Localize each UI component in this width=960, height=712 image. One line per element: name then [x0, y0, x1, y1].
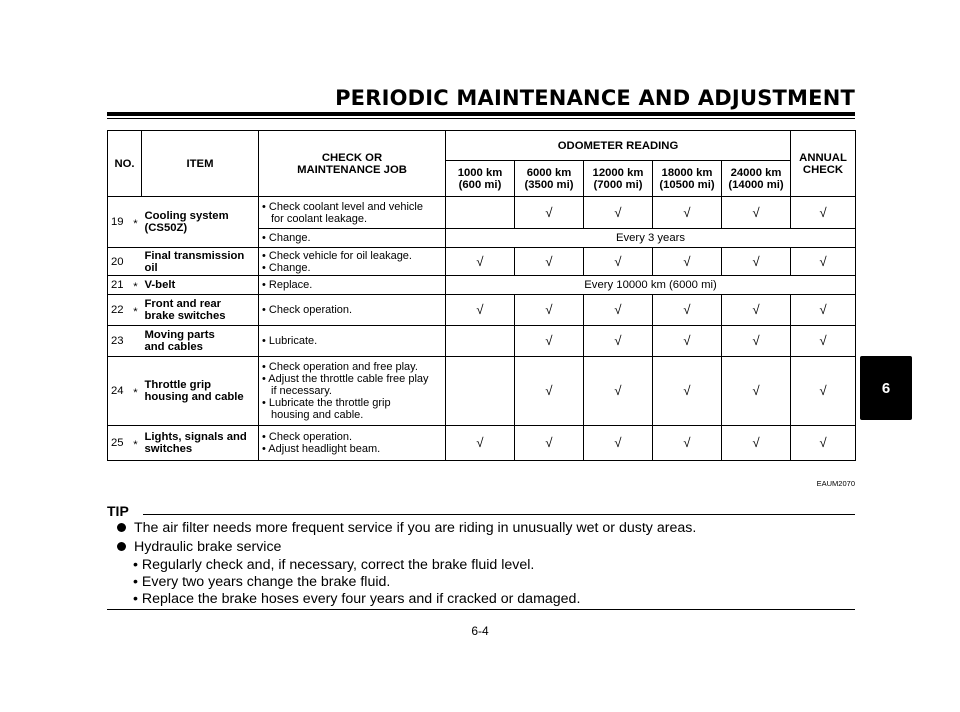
check-cell: √ — [722, 295, 791, 326]
header-no: NO. — [108, 131, 142, 197]
table-row — [108, 357, 856, 426]
row-job: • Lubricate. — [259, 326, 446, 357]
row-number: 23 — [108, 326, 130, 357]
check-cell: √ — [584, 295, 653, 326]
tip-rule — [143, 514, 855, 515]
row-star — [130, 248, 142, 276]
check-cell: √ — [791, 197, 856, 229]
tip-item-1: The air filter needs more frequent service if you are riding in unusually wet or dusty areas. — [117, 520, 696, 536]
check-cell: √ — [791, 357, 856, 426]
check-cell — [446, 197, 515, 229]
title-rule-thick — [107, 112, 855, 116]
check-cell: √ — [791, 426, 856, 461]
row-item: Throttle grip housing and cable — [142, 357, 259, 426]
row-star: * — [130, 426, 142, 461]
row-number: 22 — [108, 295, 130, 326]
check-cell: √ — [722, 248, 791, 276]
table-row — [108, 276, 856, 295]
row-number: 21 — [108, 276, 130, 295]
check-cell: √ — [653, 295, 722, 326]
table-row — [108, 326, 856, 357]
check-cell: √ — [791, 248, 856, 276]
row-item: Cooling system (CS50Z) — [142, 197, 259, 248]
check-cell: √ — [722, 326, 791, 357]
row-number: 25 — [108, 426, 130, 461]
check-cell: √ — [653, 357, 722, 426]
tip-subitem-1: • Regularly check and, if necessary, correct the brake fluid level. — [133, 557, 535, 573]
tip-subitem-2: • Every two years change the brake fluid. — [133, 574, 391, 590]
check-cell — [446, 357, 515, 426]
tip-subitem-3: • Replace the brake hoses every four years and if cracked or damaged. — [133, 591, 581, 607]
header-col-2: 6000 km (3500 mi) — [515, 161, 584, 197]
check-cell: √ — [653, 326, 722, 357]
table-row — [108, 295, 856, 326]
check-cell: √ — [515, 326, 584, 357]
row-number: 24 — [108, 357, 130, 426]
row-job: • Change. — [259, 229, 446, 248]
header-annual: ANNUAL CHECK — [791, 131, 856, 197]
check-cell: √ — [515, 197, 584, 229]
check-cell: √ — [515, 295, 584, 326]
check-cell: √ — [653, 248, 722, 276]
title-rule-thin — [107, 118, 855, 119]
bullet-icon — [117, 542, 126, 551]
check-cell: √ — [653, 197, 722, 229]
check-cell: √ — [515, 357, 584, 426]
row-star — [130, 326, 142, 357]
check-cell: √ — [584, 426, 653, 461]
table-row — [108, 197, 856, 229]
page-title: PERIODIC MAINTENANCE AND ADJUSTMENT — [335, 86, 855, 110]
row-star: * — [130, 357, 142, 426]
header-job: CHECK OR MAINTENANCE JOB — [259, 131, 446, 197]
check-cell: √ — [584, 197, 653, 229]
check-cell: √ — [791, 326, 856, 357]
tip-label: TIP — [107, 503, 129, 519]
section-tab[interactable]: 6 — [860, 356, 912, 420]
row-number: 20 — [108, 248, 130, 276]
row-star: * — [130, 197, 142, 248]
check-cell: √ — [791, 295, 856, 326]
header-odometer: ODOMETER READING — [446, 131, 791, 161]
check-cell: √ — [722, 357, 791, 426]
check-cell: √ — [722, 426, 791, 461]
table-row — [108, 426, 856, 461]
check-cell: √ — [584, 326, 653, 357]
row-job: • Check operation. • Adjust headlight beam. — [259, 426, 446, 461]
check-cell: √ — [584, 357, 653, 426]
maintenance-table — [107, 130, 856, 461]
check-cell: √ — [515, 426, 584, 461]
interval-span: Every 10000 km (6000 mi) — [446, 276, 856, 295]
header-col-5: 24000 km (14000 mi) — [722, 161, 791, 197]
check-cell: √ — [722, 197, 791, 229]
row-job: • Check operation. — [259, 295, 446, 326]
row-job: • Check coolant level and vehicle for coolant leakage. — [259, 197, 446, 229]
row-item: Lights, signals and switches — [142, 426, 259, 461]
table-row — [108, 248, 856, 276]
check-cell: √ — [584, 248, 653, 276]
check-cell: √ — [446, 248, 515, 276]
check-cell: √ — [653, 426, 722, 461]
row-number: 19 — [108, 197, 130, 248]
check-cell — [446, 326, 515, 357]
row-star: * — [130, 295, 142, 326]
tip-bottom-rule — [107, 609, 855, 610]
row-item: V-belt — [142, 276, 259, 295]
row-star: * — [130, 276, 142, 295]
row-item: Moving parts and cables — [142, 326, 259, 357]
bullet-icon — [117, 523, 126, 532]
interval-span: Every 3 years — [446, 229, 856, 248]
check-cell: √ — [446, 426, 515, 461]
row-item: Final transmission oil — [142, 248, 259, 276]
row-item: Front and rear brake switches — [142, 295, 259, 326]
check-cell: √ — [446, 295, 515, 326]
header-col-1: 1000 km (600 mi) — [446, 161, 515, 197]
row-job: • Replace. — [259, 276, 446, 295]
header-item: ITEM — [142, 131, 259, 197]
row-job: • Check operation and free play. • Adjust the throttle cable free play if necessary. • Lubricate the throttle grip housing and cable. — [259, 357, 446, 426]
page-number: 6-4 — [471, 624, 489, 638]
row-job: • Check vehicle for oil leakage. • Change. — [259, 248, 446, 276]
doc-code: EAUM2070 — [816, 479, 855, 488]
header-col-4: 18000 km (10500 mi) — [653, 161, 722, 197]
check-cell: √ — [515, 248, 584, 276]
header-col-3: 12000 km (7000 mi) — [584, 161, 653, 197]
tip-item-2: Hydraulic brake service — [117, 539, 281, 555]
